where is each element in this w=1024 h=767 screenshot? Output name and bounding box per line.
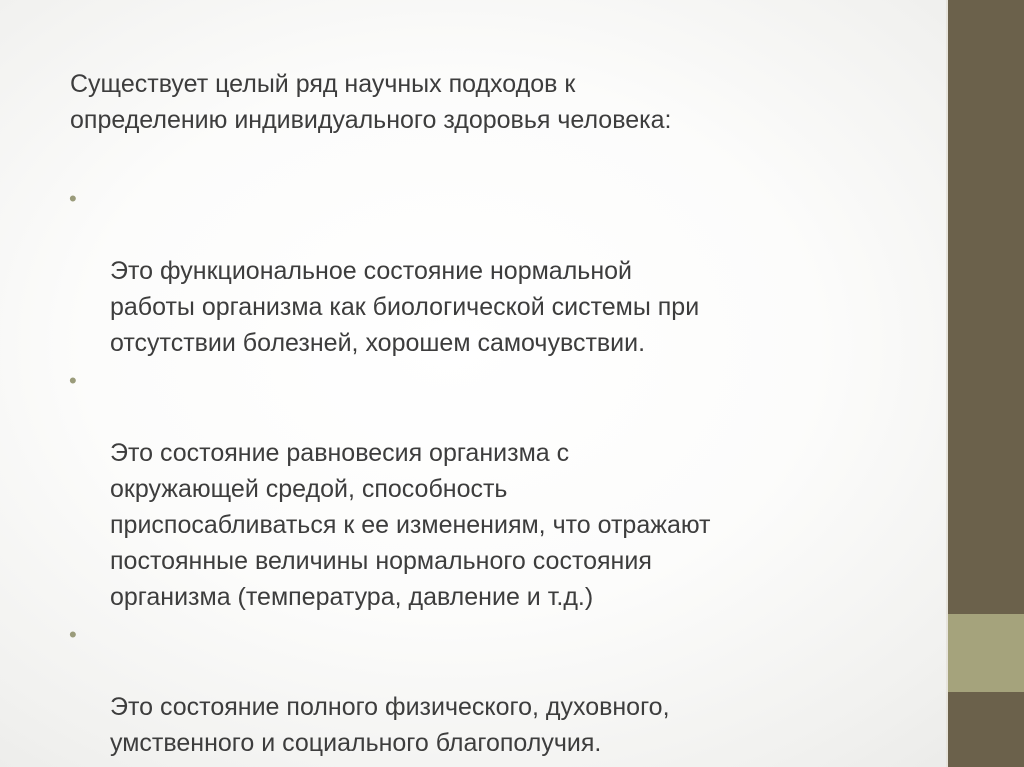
bullet-list — [70, 181, 930, 761]
bullet-text: Это функциональное состояние нормальной работы организма как биологической системы при отсутствии болезней, хорошем самочувствии. — [110, 257, 700, 357]
bullet-item — [70, 363, 930, 615]
bullet-text: Это состояние равновесия организма с окружающей средой, способность приспосабливаться к ее изменениям, что отражают постоянные величины нормального состояния организма (температура, давление и т.д.) — [110, 439, 711, 611]
bullet-icon: • — [69, 186, 77, 211]
bullet-icon: • — [69, 368, 77, 393]
bullet-item — [70, 181, 930, 361]
bullet-icon: • — [69, 622, 77, 647]
bullet-text: Это состояние полного физического, духовного, умственного и социального благополучия. — [110, 693, 670, 757]
side-panel-accent-band — [948, 614, 1024, 692]
intro-paragraph: Существует целый ряд научных подходов к определению индивидуального здоровья человека: — [70, 70, 672, 134]
bullet-item — [70, 617, 930, 761]
slide-content — [70, 66, 930, 763]
